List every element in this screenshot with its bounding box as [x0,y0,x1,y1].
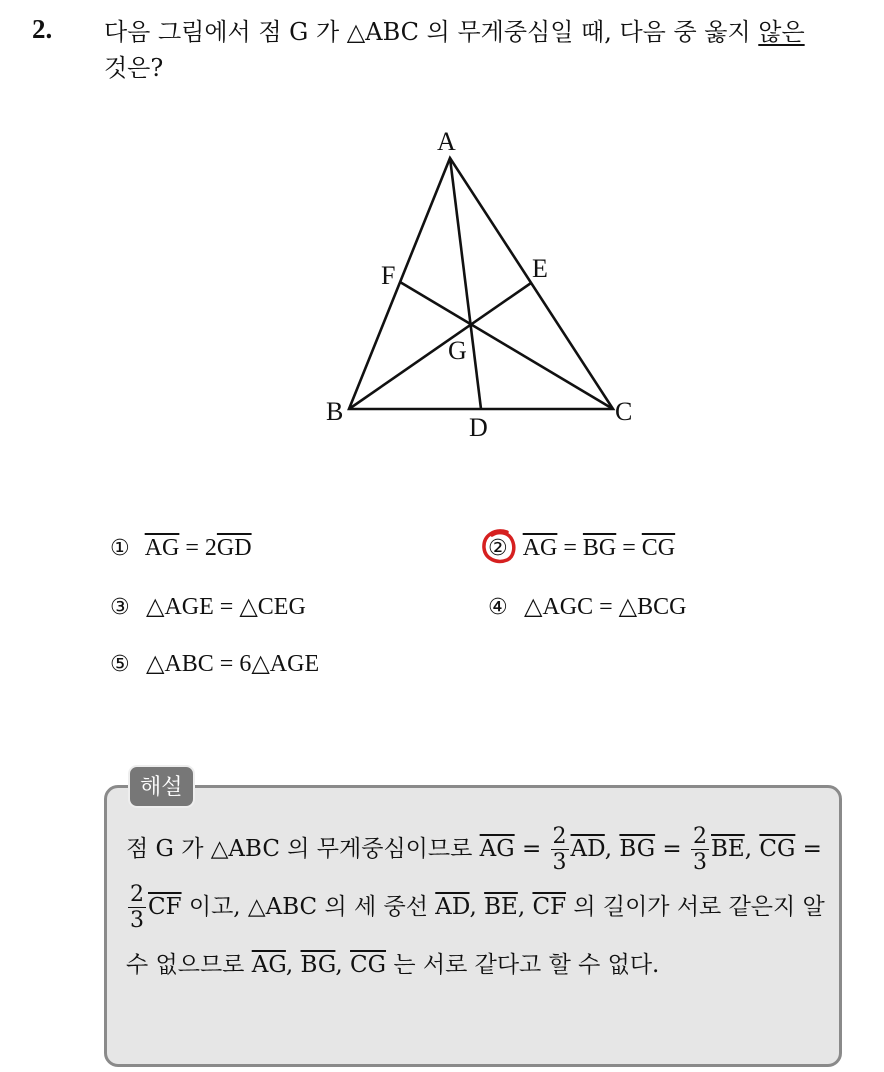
exp-comma-3: , [469,894,485,920]
choice-1[interactable] [110,535,252,562]
exp-text-4: 는 서로 같다고 할 수 없다. [386,952,660,978]
choice-2-seg-bg: $\overline{BG}$ [582,535,617,561]
exp-frac-3-num: 2 [130,882,144,907]
question-number: 2. [32,14,53,44]
exp-text-2: 이고, △ABC 의 세 중선 [181,894,436,920]
exp-frac-3-den: 3 [130,908,144,933]
exp-frac-2-num: 2 [693,824,708,849]
choice-1-seg-gd: $\overline{GD}$ [216,535,252,561]
exp-frac-1 [551,826,569,874]
choice-1-number: ① [110,536,130,561]
exp-frac-2 [691,826,709,874]
choice-5-number: ⑤ [110,652,130,677]
explanation-text [126,820,826,994]
exp-seg-ad-1: $\overline{AD}$ [570,836,605,862]
exp-seg-bg: $\overline{BG}$ [619,836,656,862]
exp-seg-ag: $\overline{AG}$ [479,836,515,862]
exp-seg-ad-2: $\overline{AD}$ [435,894,470,920]
exp-eq-1: = [514,836,549,862]
choice-4-number: ④ [488,595,508,620]
exp-comma-2: , [744,836,760,862]
choice-5[interactable] [110,649,319,678]
question-text-main: 다음 그림에서 점 G 가 △ABC 의 무게중심일 때, 다음 중 옳지 [104,18,751,46]
choice-2-eq1: = [557,535,583,561]
exp-frac-1-den: 3 [552,850,567,875]
answer-circle-mark [480,528,518,566]
exp-text-3: 의 길이가 서로 같은지 알 수 없으므로 [126,894,825,978]
label-d: D [469,413,488,442]
exp-comma-4: , [517,894,533,920]
choice-4[interactable] [488,592,686,621]
exp-frac-1-num: 2 [552,824,567,849]
exp-seg-bg-2: $\overline{BG}$ [300,952,336,978]
choice-4-text: △AGC = △BCG [524,594,687,620]
exp-comma-6: , [335,952,351,978]
choice-5-text: △ABC = 6△AGE [146,651,320,677]
label-a: A [437,127,456,156]
label-f: F [381,261,396,290]
question-text-end: 것은? [104,54,164,82]
choice-3-text: △AGE = △CEG [146,594,306,620]
choice-2-eq2: = [616,535,642,561]
exp-seg-be-1: $\overline{BE}$ [711,836,745,862]
median-ad [450,158,481,409]
exp-frac-3 [128,884,146,932]
question-text-underlined: 않은 [758,18,805,46]
exp-seg-cg-2: $\overline{CG}$ [350,952,387,978]
exp-intro: 점 G 가 △ABC 의 무게중심이므로 [126,836,480,862]
label-e: E [532,254,548,283]
exp-comma-1: , [604,836,620,862]
exp-seg-be-2: $\overline{BE}$ [484,894,518,920]
triangle-figure [0,0,884,500]
choice-3[interactable] [110,592,306,621]
exp-seg-ag-2: $\overline{AG}$ [251,952,286,978]
choice-2-number: ② [488,536,508,561]
label-b: B [326,397,344,426]
exp-seg-cf-2: $\overline{CF}$ [532,894,567,920]
exp-seg-cf-1: $\overline{CF}$ [148,894,182,920]
choice-1-eq: = 2 [179,535,217,561]
choice-2-seg-cg: $\overline{CG}$ [641,535,676,561]
exp-eq-3: = [795,836,822,862]
choice-1-seg-ag: $\overline{AG}$ [144,535,180,561]
exp-frac-2-den: 3 [693,850,708,875]
exp-seg-cg-1: $\overline{CG}$ [759,836,796,862]
exp-comma-5: , [285,952,301,978]
label-c: C [615,397,633,426]
choice-3-number: ③ [110,595,130,620]
median-be [349,283,531,409]
label-g: G [448,336,467,365]
exp-eq-2: = [655,836,690,862]
choice-2-seg-ag: $\overline{AG}$ [522,535,558,561]
explanation-tag: 해설 [128,765,195,808]
